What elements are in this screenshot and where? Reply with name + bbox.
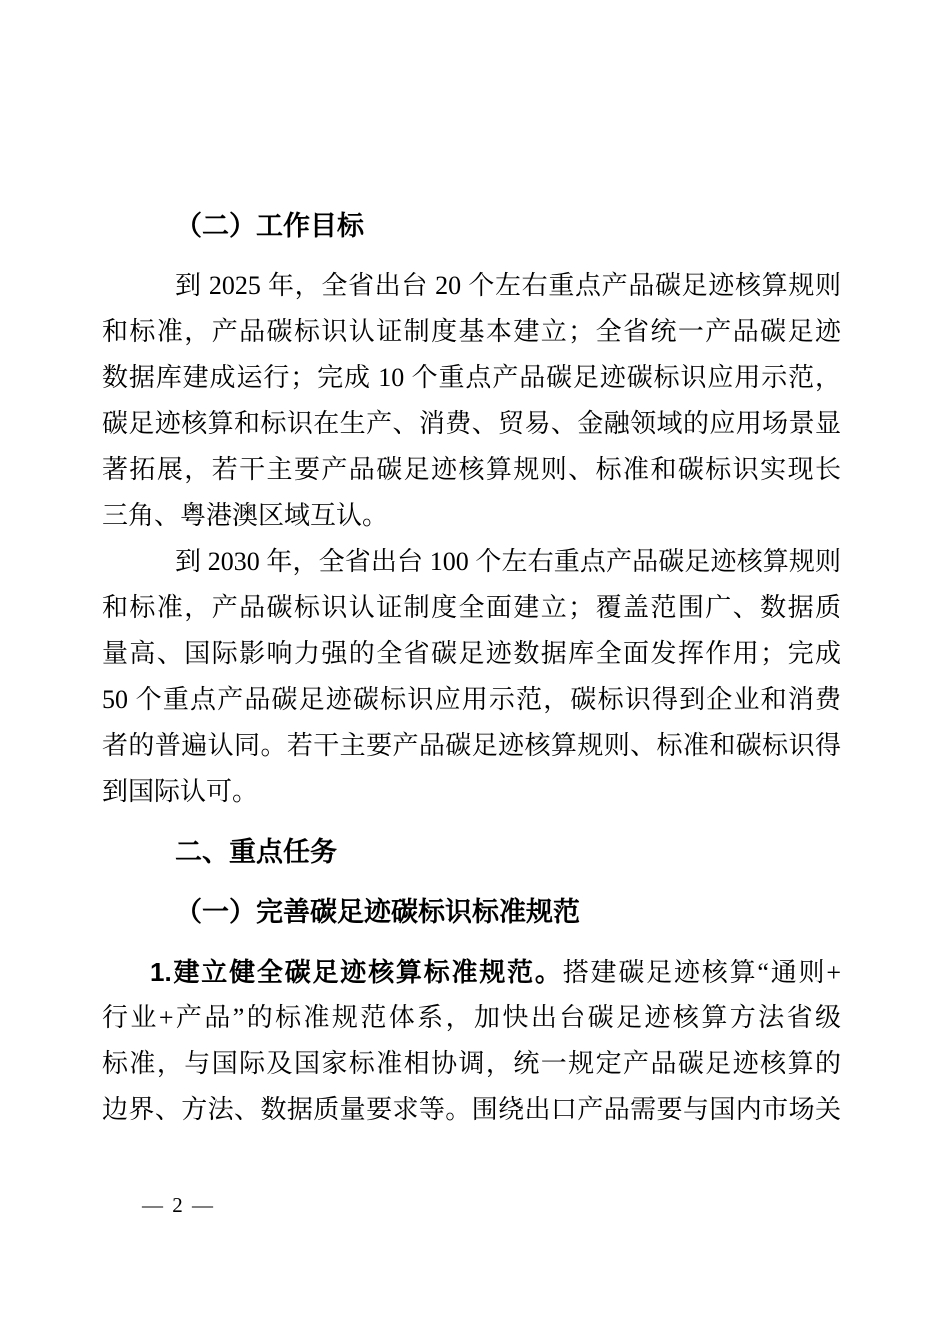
text-line: 1.建立健全碳足迹核算标准规范。搭建碳足迹核算“通则+ [150,957,841,987]
text-line: 者的普遍认同。若干主要产品碳足迹核算规则、标准和碳标识得 [102,731,841,760]
text-line: 数据库建成运行；完成 10 个重点产品碳足迹碳标识应用示范， [102,363,841,392]
section-heading: （二）工作目标 [175,211,364,241]
text-line: 著拓展，若干主要产品碳足迹核算规则、标准和碳标识实现长 [102,455,841,484]
section-heading: （一）完善碳足迹碳标识标准规范 [175,897,580,927]
text-line: 量高、国际影响力强的全省碳足迹数据库全面发挥作用；完成 [102,639,841,668]
text-line: 标准，与国际及国家标准相协调，统一规定产品碳足迹核算的 [102,1049,841,1078]
text-line: 行业+产品”的标准规范体系，加快出台碳足迹核算方法省级 [102,1003,841,1032]
text-line: 50 个重点产品碳足迹碳标识应用示范，碳标识得到企业和消费 [102,685,841,714]
text-line: 到 2030 年，全省出台 100 个左右重点产品碳足迹核算规则 [175,547,841,576]
text-line: 三角、粤港澳区域互认。 [102,501,389,530]
text-line: 边界、方法、数据质量要求等。围绕出口产品需要与国内市场关 [102,1095,841,1124]
chapter-heading: 二、重点任务 [175,837,337,867]
paragraph [102,949,841,1133]
document-body [102,0,841,1133]
text-line: 到 2025 年，全省出台 20 个左右重点产品碳足迹核算规则 [175,271,841,300]
text-line: 和标准，产品碳标识认证制度基本建立；全省统一产品碳足迹 [102,317,841,346]
text-line: 碳足迹核算和标识在生产、消费、贸易、金融领域的应用场景显 [102,409,841,438]
page-number: — 2 — [142,1193,215,1217]
text-line: 到国际认可。 [102,777,259,806]
paragraph [102,539,841,815]
paragraph-lead: 1.建立健全碳足迹核算标准规范。 [150,957,563,987]
text-line: 和标准，产品碳标识认证制度全面建立；覆盖范围广、数据质 [102,593,841,622]
paragraph [102,263,841,539]
